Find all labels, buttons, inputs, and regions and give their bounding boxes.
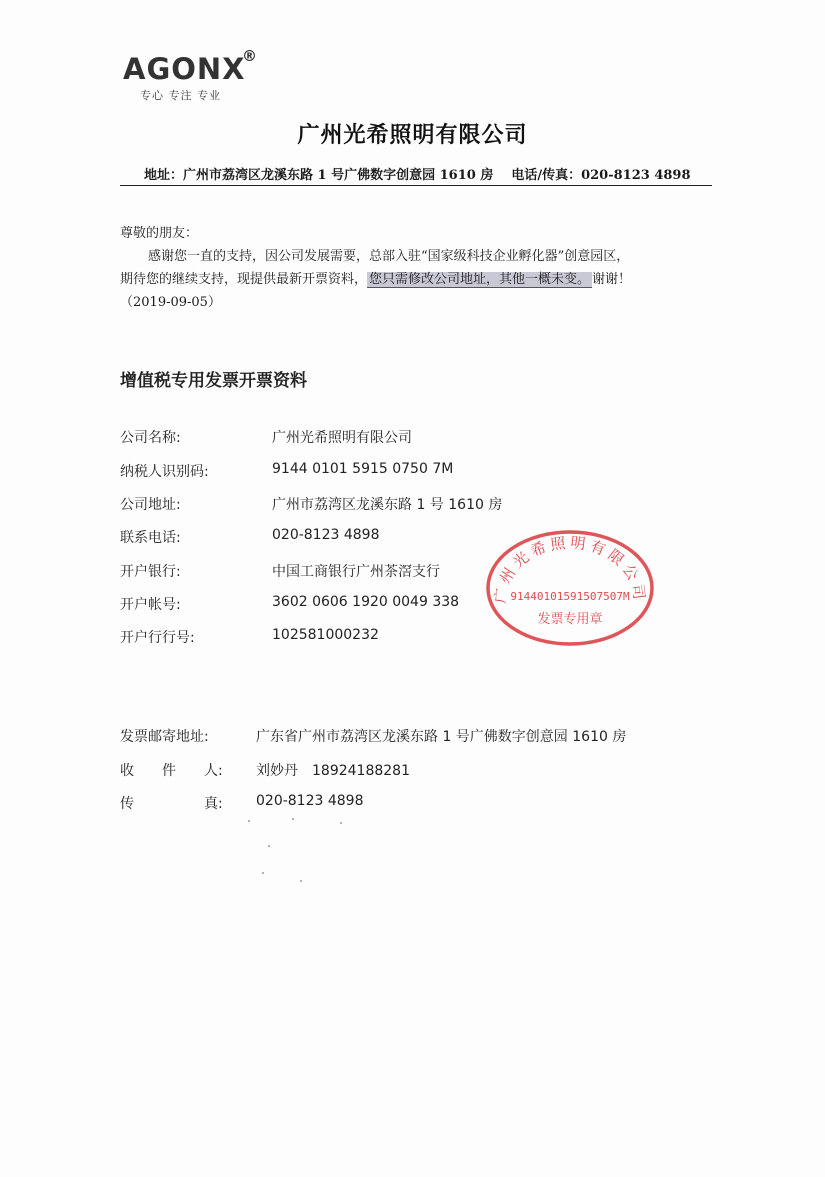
seal-type-text: 发票专用章: [537, 612, 603, 627]
mailing-value-recipient: 刘妙丹 18924188281: [256, 763, 410, 779]
letterhead-address: 地址：广州市荔湾区龙溪东路 1 号广佛数字创意园 1610 房: [144, 168, 494, 183]
mailing-label-fax: 传 真:: [120, 796, 223, 812]
invoice-seal-stamp: [484, 528, 656, 652]
invoice-value-company-name: 广州光希照明有限公司: [272, 430, 412, 446]
invoice-label-phone: 联系电话:: [120, 530, 181, 546]
seal-company-arc: 广州光希照明有限公司: [491, 533, 649, 605]
invoice-label-address: 公司地址:: [120, 497, 181, 513]
invoice-value-bank-code: 102581000232: [272, 627, 379, 643]
scan-speck: [268, 845, 270, 847]
highlighted-notice: 您只需修改公司地址，其他一概未变。: [369, 272, 591, 287]
invoice-section-title: 增值税专用发票开票资料: [120, 371, 307, 391]
invoice-value-address: 广州市荔湾区龙溪东路 1 号 1610 房: [272, 497, 503, 513]
logo-tagline: 专心 专注 专业: [140, 89, 221, 102]
company-logo-text: AGONX: [123, 52, 246, 86]
invoice-value-phone: 020-8123 4898: [272, 527, 380, 543]
scan-speck: [262, 872, 264, 874]
mailing-label-recipient: 收 件 人:: [120, 763, 223, 779]
scan-speck: [248, 820, 250, 822]
invoice-value-tax-id: 9144 0101 5915 0750 7M: [272, 461, 454, 477]
scan-speck: [340, 822, 342, 824]
mailing-value-address: 广东省广州市荔湾区龙溪东路 1 号广佛数字创意园 1610 房: [256, 729, 627, 745]
letter-body-line-2: [120, 268, 631, 287]
mailing-label-address: 发票邮寄地址:: [120, 729, 209, 745]
invoice-label-bank-code: 开户行行号:: [120, 630, 195, 646]
scan-speck: [292, 818, 294, 820]
letterhead-address-line: [120, 164, 712, 186]
letter-date: （2019-09-05）: [120, 295, 221, 310]
letter-text: 期待您的继续支持，现提供最新开票资料，: [120, 272, 368, 287]
company-title: 广州光希照明有限公司: [297, 123, 528, 148]
letterhead-phone-fax: 电话/传真：020-8123 4898: [511, 168, 691, 183]
seal-tax-number: 91440101591507507M: [510, 590, 630, 603]
letter-body-line-1: 感谢您一直的支持，因公司发展需要，总部入驻“国家级科技企业孵化器”创意园区，: [148, 249, 630, 264]
invoice-label-bank: 开户银行:: [120, 564, 181, 580]
invoice-label-tax-id: 纳税人识别码:: [120, 464, 209, 480]
mailing-value-fax: 020-8123 4898: [256, 793, 364, 809]
invoice-value-account: 3602 0606 1920 0049 338: [272, 594, 460, 610]
letter-thanks: 谢谢！: [592, 272, 632, 287]
invoice-label-company-name: 公司名称:: [120, 430, 181, 446]
registered-mark: ®: [242, 47, 257, 65]
greeting: 尊敬的朋友：: [120, 226, 199, 241]
invoice-value-bank: 中国工商银行广州茶滘支行: [272, 564, 440, 580]
seal-stamp-graphic: [484, 528, 656, 648]
scan-speck: [300, 880, 302, 882]
invoice-label-account: 开户帐号:: [120, 597, 181, 613]
